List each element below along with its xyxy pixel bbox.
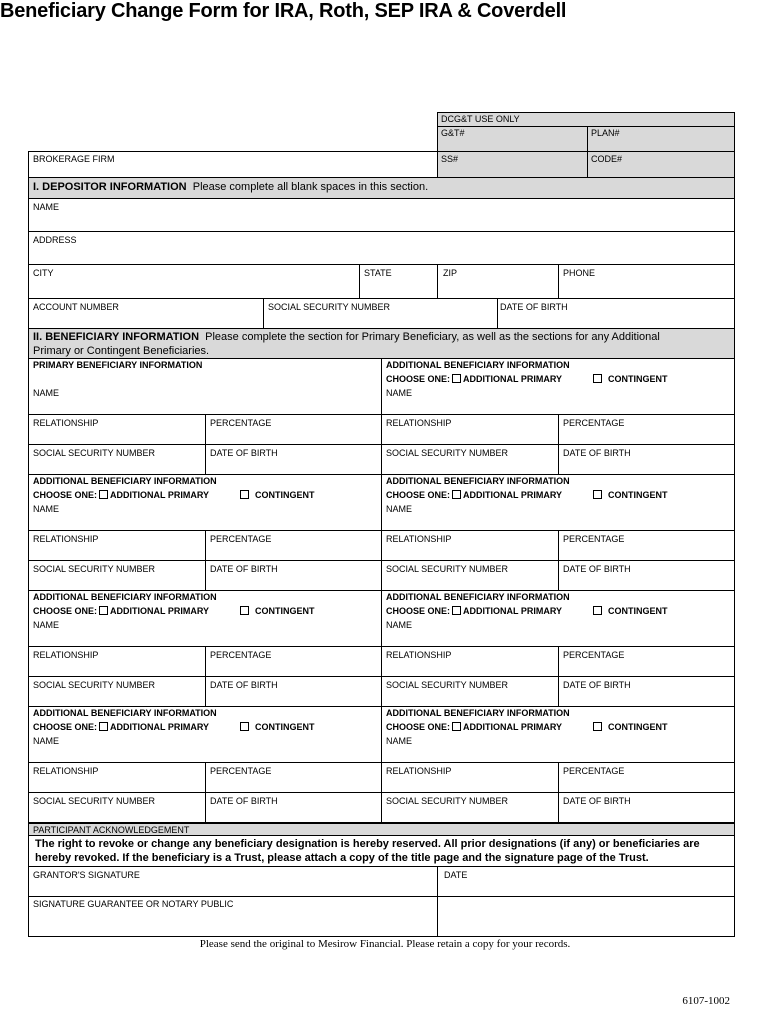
ben-4-additional-primary-checkbox[interactable] (452, 490, 461, 499)
ben-8-divider (558, 762, 559, 822)
depositor-state-input[interactable] (364, 281, 434, 295)
ben-5-contingent-checkbox[interactable] (240, 606, 249, 615)
ben-7-relationship-input[interactable] (33, 778, 200, 790)
ben-3-additional-header: ADDITIONAL BENEFICIARY INFORMATION (33, 476, 217, 486)
ben-3-dob-input[interactable] (210, 576, 376, 588)
depositor-city-input[interactable] (33, 281, 353, 295)
depositor-ssn-label: SOCIAL SECURITY NUMBER (268, 302, 391, 312)
ben-5-choose-one-label: CHOOSE ONE: (33, 606, 98, 616)
ben-6-dob-label: DATE OF BIRTH (563, 680, 631, 690)
ben-3-divider (205, 530, 206, 590)
ben-4-choose-one-label: CHOOSE ONE: (386, 490, 451, 500)
ben-7-choose-one-row (33, 722, 209, 733)
ben-2-dob-input[interactable] (563, 460, 729, 472)
ben-7-contingent-label: CONTINGENT (255, 722, 315, 732)
ben-2-name-input[interactable] (386, 400, 729, 412)
ben-3-ssn-label: SOCIAL SECURITY NUMBER (33, 564, 156, 574)
ben-6-choose-one-label: CHOOSE ONE: (386, 606, 451, 616)
ben-2-contingent-checkbox[interactable] (593, 374, 602, 383)
ben-8-dob-label: DATE OF BIRTH (563, 796, 631, 806)
section1-instruction: Please complete all blank spaces in this section. (192, 181, 429, 193)
ben-6-additional-primary-label: ADDITIONAL PRIMARY (463, 606, 563, 616)
ben-6-name-input[interactable] (386, 632, 729, 644)
ben-row-1-divider (381, 474, 382, 590)
ben-8-contingent-label: CONTINGENT (608, 722, 668, 732)
depositor-address-label: ADDRESS (33, 235, 77, 245)
ben-8-name-input[interactable] (386, 748, 729, 760)
ben-8-ssn-input[interactable] (386, 808, 553, 820)
ben-1-divider (205, 414, 206, 474)
depositor-state-label: STATE (364, 268, 392, 278)
ben-8-name-label: NAME (386, 736, 413, 746)
ben-6-relationship-label: RELATIONSHIP (386, 650, 452, 660)
form-number: 6107-1002 (682, 995, 730, 1007)
ben-5-relationship-label: RELATIONSHIP (33, 650, 99, 660)
plan-number-label: PLAN# (591, 128, 620, 138)
ben-2-choose-one-row (386, 374, 562, 385)
ben-6-dob-input[interactable] (563, 692, 729, 704)
ben-7-additional-primary-checkbox[interactable] (99, 722, 108, 731)
ben-row-0-divider (381, 358, 382, 474)
ben-1-name-label: NAME (33, 388, 60, 398)
ben-8-contingent-row (591, 722, 668, 733)
ben-4-relationship-input[interactable] (386, 546, 553, 558)
ben-3-choose-one-row (33, 490, 209, 501)
ben-5-additional-primary-checkbox[interactable] (99, 606, 108, 615)
ben-6-contingent-row (591, 606, 668, 617)
ben-6-divider (558, 646, 559, 706)
ben-8-choose-one-label: CHOOSE ONE: (386, 722, 451, 732)
ben-8-relationship-input[interactable] (386, 778, 553, 790)
brokerage-firm-input[interactable] (33, 165, 433, 176)
ben-2-additional-primary-label: ADDITIONAL PRIMARY (463, 374, 563, 384)
guarantee-label: SIGNATURE GUARANTEE OR NOTARY PUBLIC (33, 899, 234, 909)
ben-4-dob-input[interactable] (563, 576, 729, 588)
ben-7-name-label: NAME (33, 736, 60, 746)
section2-instruction-line1: Please complete the section for Primary Beneficiary, as well as the sections for any Additional (205, 331, 660, 343)
ben-4-percentage-input[interactable] (563, 546, 729, 558)
ben-6-relationship-input[interactable] (386, 662, 553, 674)
ben-2-name-label: NAME (386, 388, 413, 398)
ben-1-dob-input[interactable] (210, 460, 376, 472)
ben-4-ssn-input[interactable] (386, 576, 553, 588)
depositor-address-input[interactable] (33, 247, 728, 261)
ben-8-contingent-checkbox[interactable] (593, 722, 602, 731)
ben-8-relationship-label: RELATIONSHIP (386, 766, 452, 776)
ben-4-contingent-checkbox[interactable] (593, 490, 602, 499)
office-use-header: DCG&T USE ONLY (441, 114, 520, 124)
ben-5-relationship-input[interactable] (33, 662, 200, 674)
ben-5-percentage-label: PERCENTAGE (210, 650, 272, 660)
ben-6-percentage-label: PERCENTAGE (563, 650, 625, 660)
ben-7-name-input[interactable] (33, 748, 376, 760)
ben-2-ssn-label: SOCIAL SECURITY NUMBER (386, 448, 509, 458)
ben-7-percentage-input[interactable] (210, 778, 376, 790)
depositor-zip-input[interactable] (443, 281, 553, 295)
ben-7-percentage-label: PERCENTAGE (210, 766, 272, 776)
depositor-ssn-input[interactable] (268, 314, 493, 326)
ben-5-contingent-row (238, 606, 315, 617)
section2-header (33, 331, 660, 344)
ben-4-percentage-label: PERCENTAGE (563, 534, 625, 544)
gt-number-input[interactable] (441, 139, 581, 151)
ben-8-additional-header: ADDITIONAL BENEFICIARY INFORMATION (386, 708, 570, 718)
grantor-signature-input[interactable] (33, 881, 431, 895)
section2-title: II. BENEFICIARY INFORMATION (33, 331, 200, 343)
depositor-dob-input[interactable] (500, 314, 728, 326)
ben-3-contingent-label: CONTINGENT (255, 490, 315, 500)
plan-number-input[interactable] (591, 139, 731, 151)
ben-6-percentage-input[interactable] (563, 662, 729, 674)
ben-2-relationship-input[interactable] (386, 430, 553, 442)
ben-5-ssn-input[interactable] (33, 692, 200, 704)
ben-5-additional-primary-label: ADDITIONAL PRIMARY (110, 606, 210, 616)
ben-5-percentage-input[interactable] (210, 662, 376, 674)
ben-row-2-divider (381, 590, 382, 706)
ben-8-additional-primary-label: ADDITIONAL PRIMARY (463, 722, 563, 732)
ben-2-relationship-label: RELATIONSHIP (386, 418, 452, 428)
brokerage-firm-label: BROKERAGE FIRM (33, 154, 115, 164)
depositor-city-label: CITY (33, 268, 54, 278)
section2-instruction-line2: Primary or Contingent Beneficiaries. (33, 345, 210, 357)
ben-8-choose-one-row (386, 722, 562, 733)
ben-6-ssn-label: SOCIAL SECURITY NUMBER (386, 680, 509, 690)
ack-date-label: DATE (444, 870, 468, 880)
ben-8-percentage-input[interactable] (563, 778, 729, 790)
account-number-label: ACCOUNT NUMBER (33, 302, 119, 312)
ben-2-ssn-input[interactable] (386, 460, 553, 472)
ben-4-dob-label: DATE OF BIRTH (563, 564, 631, 574)
depositor-phone-label: PHONE (563, 268, 596, 278)
ben-5-choose-one-row (33, 606, 209, 617)
ben-3-contingent-row (238, 490, 315, 501)
depositor-name-label: NAME (33, 202, 60, 212)
ben-4-contingent-row (591, 490, 668, 501)
ben-2-divider (558, 414, 559, 474)
ben-3-additional-primary-label: ADDITIONAL PRIMARY (110, 490, 210, 500)
ben-1-dob-label: DATE OF BIRTH (210, 448, 278, 458)
ben-3-name-label: NAME (33, 504, 60, 514)
ack-date-input[interactable] (444, 881, 729, 895)
ben-2-additional-header: ADDITIONAL BENEFICIARY INFORMATION (386, 360, 570, 370)
ben-1-name-input[interactable] (33, 400, 376, 412)
ben-3-percentage-label: PERCENTAGE (210, 534, 272, 544)
ben-1-ssn-label: SOCIAL SECURITY NUMBER (33, 448, 156, 458)
ben-8-dob-input[interactable] (563, 808, 729, 820)
page-title: Beneficiary Change Form for IRA, Roth, SEP IRA & Coverdell (0, 0, 567, 22)
ben-row-3-divider (381, 706, 382, 822)
ben-3-ssn-input[interactable] (33, 576, 200, 588)
ben-4-name-label: NAME (386, 504, 413, 514)
ben-5-name-label: NAME (33, 620, 60, 630)
ss-number-label: SS# (441, 154, 459, 164)
footer-instruction: Please send the original to Mesirow Financial. Please retain a copy for your records. (199, 938, 571, 950)
guarantee-input[interactable] (33, 911, 431, 931)
ben-5-name-input[interactable] (33, 632, 376, 644)
ben-7-ssn-input[interactable] (33, 808, 200, 820)
ben-4-additional-header: ADDITIONAL BENEFICIARY INFORMATION (386, 476, 570, 486)
ack-statement: The right to revoke or change any beneficiary designation is hereby reserved. All prior designations (if any) or beneficiaries are hereby revoked. If the beneficiary is a Trust, please attach a copy of the title page and the signature page of the Trust. (35, 838, 700, 864)
ben-3-choose-one-label: CHOOSE ONE: (33, 490, 98, 500)
ben-7-additional-header: ADDITIONAL BENEFICIARY INFORMATION (33, 708, 217, 718)
ben-7-dob-input[interactable] (210, 808, 376, 820)
ben-7-contingent-row (238, 722, 315, 733)
ben-8-ssn-label: SOCIAL SECURITY NUMBER (386, 796, 509, 806)
ben-7-dob-label: DATE OF BIRTH (210, 796, 278, 806)
ben-3-name-input[interactable] (33, 516, 376, 528)
ben-1-percentage-label: PERCENTAGE (210, 418, 272, 428)
ben-2-choose-one-label: CHOOSE ONE: (386, 374, 451, 384)
ben-6-choose-one-row (386, 606, 562, 617)
depositor-zip-label: ZIP (443, 268, 458, 278)
ben-2-dob-label: DATE OF BIRTH (563, 448, 631, 458)
ben-6-additional-header: ADDITIONAL BENEFICIARY INFORMATION (386, 592, 570, 602)
ben-4-divider (558, 530, 559, 590)
account-number-input[interactable] (33, 314, 258, 326)
ben-4-choose-one-row (386, 490, 562, 501)
ben-4-additional-primary-label: ADDITIONAL PRIMARY (463, 490, 563, 500)
ben-6-contingent-checkbox[interactable] (593, 606, 602, 615)
ben-6-contingent-label: CONTINGENT (608, 606, 668, 616)
ben-4-ssn-label: SOCIAL SECURITY NUMBER (386, 564, 509, 574)
ben-5-ssn-label: SOCIAL SECURITY NUMBER (33, 680, 156, 690)
ben-5-contingent-label: CONTINGENT (255, 606, 315, 616)
ben-6-name-label: NAME (386, 620, 413, 630)
ben-6-ssn-input[interactable] (386, 692, 553, 704)
ben-5-dob-input[interactable] (210, 692, 376, 704)
ben-7-choose-one-label: CHOOSE ONE: (33, 722, 98, 732)
ben-2-contingent-label: CONTINGENT (608, 374, 668, 384)
ben-3-relationship-label: RELATIONSHIP (33, 534, 99, 544)
ben-4-contingent-label: CONTINGENT (608, 490, 668, 500)
ben-3-relationship-input[interactable] (33, 546, 200, 558)
depositor-phone-input[interactable] (563, 281, 728, 295)
ben-1-primary-header: PRIMARY BENEFICIARY INFORMATION (33, 360, 203, 370)
ben-3-additional-primary-checkbox[interactable] (99, 490, 108, 499)
ben-7-contingent-checkbox[interactable] (240, 722, 249, 731)
ben-7-additional-primary-label: ADDITIONAL PRIMARY (110, 722, 210, 732)
ben-1-percentage-input[interactable] (210, 430, 376, 442)
ack-header: PARTICIPANT ACKNOWLEDGEMENT (33, 825, 190, 835)
ben-2-percentage-input[interactable] (563, 430, 729, 442)
ben-7-relationship-label: RELATIONSHIP (33, 766, 99, 776)
ben-2-percentage-label: PERCENTAGE (563, 418, 625, 428)
ben-8-percentage-label: PERCENTAGE (563, 766, 625, 776)
ben-4-relationship-label: RELATIONSHIP (386, 534, 452, 544)
ben-3-dob-label: DATE OF BIRTH (210, 564, 278, 574)
ben-5-additional-header: ADDITIONAL BENEFICIARY INFORMATION (33, 592, 217, 602)
ben-4-name-input[interactable] (386, 516, 729, 528)
ben-7-divider (205, 762, 206, 822)
ben-3-percentage-input[interactable] (210, 546, 376, 558)
section1-title: I. DEPOSITOR INFORMATION (33, 181, 187, 193)
ben-1-relationship-label: RELATIONSHIP (33, 418, 99, 428)
section1-header (33, 181, 428, 194)
ben-1-relationship-input[interactable] (33, 430, 200, 442)
ben-1-ssn-input[interactable] (33, 460, 200, 472)
gt-number-label: G&T# (441, 128, 465, 138)
ben-8-additional-primary-checkbox[interactable] (452, 722, 461, 731)
code-number-label: CODE# (591, 154, 623, 164)
ben-5-dob-label: DATE OF BIRTH (210, 680, 278, 690)
ben-3-contingent-checkbox[interactable] (240, 490, 249, 499)
ben-5-divider (205, 646, 206, 706)
ben-6-additional-primary-checkbox[interactable] (452, 606, 461, 615)
ben-2-additional-primary-checkbox[interactable] (452, 374, 461, 383)
ben-7-ssn-label: SOCIAL SECURITY NUMBER (33, 796, 156, 806)
ben-2-contingent-row (591, 374, 668, 385)
depositor-dob-label: DATE OF BIRTH (500, 302, 568, 312)
grantor-signature-label: GRANTOR'S SIGNATURE (33, 870, 140, 880)
depositor-name-input[interactable] (33, 214, 728, 228)
